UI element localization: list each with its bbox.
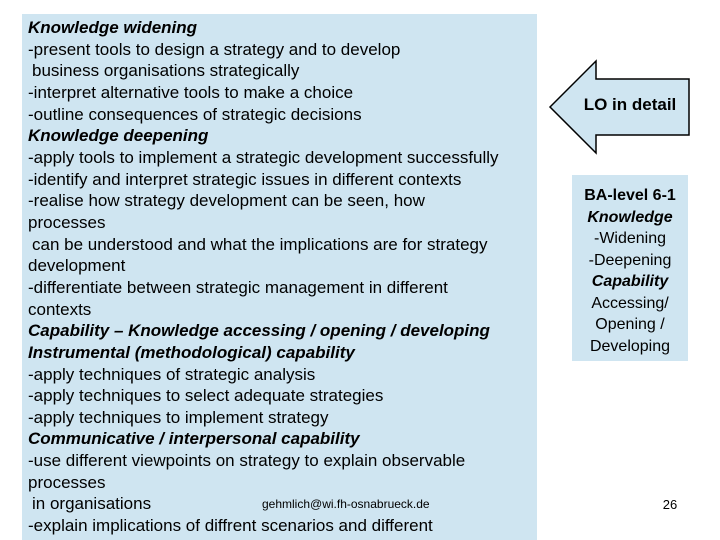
footer-email: gehmlich@wi.fh-osnabrueck.de xyxy=(262,497,430,511)
side-box-line: Capability xyxy=(591,273,669,290)
text-line: contexts xyxy=(28,299,92,319)
arrow-label: LO in detail xyxy=(583,95,677,114)
text-line: can be understood and what the implications are for strategy xyxy=(32,234,488,254)
side-box-line: -Widening xyxy=(593,230,667,247)
side-box-line: Knowledge xyxy=(587,208,673,226)
text-line: in organisations xyxy=(32,494,152,514)
section-heading: Capability – Knowledge accessing / opening / developing xyxy=(28,321,490,341)
text-line: -apply techniques of strategic analysis xyxy=(28,364,316,384)
text-line: -outline consequences of strategic decisions xyxy=(28,104,362,124)
section-heading: Knowledge deepening xyxy=(28,126,209,146)
lo-in-detail-arrow xyxy=(548,59,694,155)
text-line: -interpret alternative tools to make a choice xyxy=(28,82,354,102)
side-box-line: Accessing/ xyxy=(591,294,669,312)
learning-outcomes-panel xyxy=(22,14,537,540)
text-line: processes xyxy=(28,472,106,492)
text-line: -apply tools to implement a strategic development successfully xyxy=(28,147,499,167)
text-line: -explain implications of diffrent scenarios and different xyxy=(28,516,433,536)
page-number: 26 xyxy=(662,497,678,512)
text-line: -identify and interpret strategic issues in different contexts xyxy=(28,169,462,189)
text-line: -realise how strategy development can be seen, how xyxy=(28,191,425,211)
text-line: -differentiate between strategic management in different xyxy=(28,277,448,297)
text-line: processes xyxy=(28,212,106,232)
text-line: -present tools to design a strategy and to develop xyxy=(28,39,401,59)
text-line: -apply techniques to select adequate strategies xyxy=(28,386,384,406)
text-line: business organisations strategically xyxy=(32,61,300,81)
text-line: -apply techniques to implement strategy xyxy=(28,407,329,427)
learning-outcomes-text xyxy=(28,17,537,537)
side-box-line: BA-level 6-1 xyxy=(584,187,676,204)
side-box-line: Opening / xyxy=(595,316,665,333)
text-line: -use different viewpoints on strategy to explain observable xyxy=(28,451,466,471)
section-heading: Communicative / interpersonal capability xyxy=(28,429,360,449)
text-line: development xyxy=(28,256,126,276)
level-summary-box xyxy=(572,175,688,361)
side-box-line: -Deepening xyxy=(588,251,672,269)
section-heading: Instrumental (methodological) capability xyxy=(28,342,355,362)
side-box-line: Developing xyxy=(589,337,671,355)
section-heading: Knowledge widening xyxy=(28,18,198,37)
